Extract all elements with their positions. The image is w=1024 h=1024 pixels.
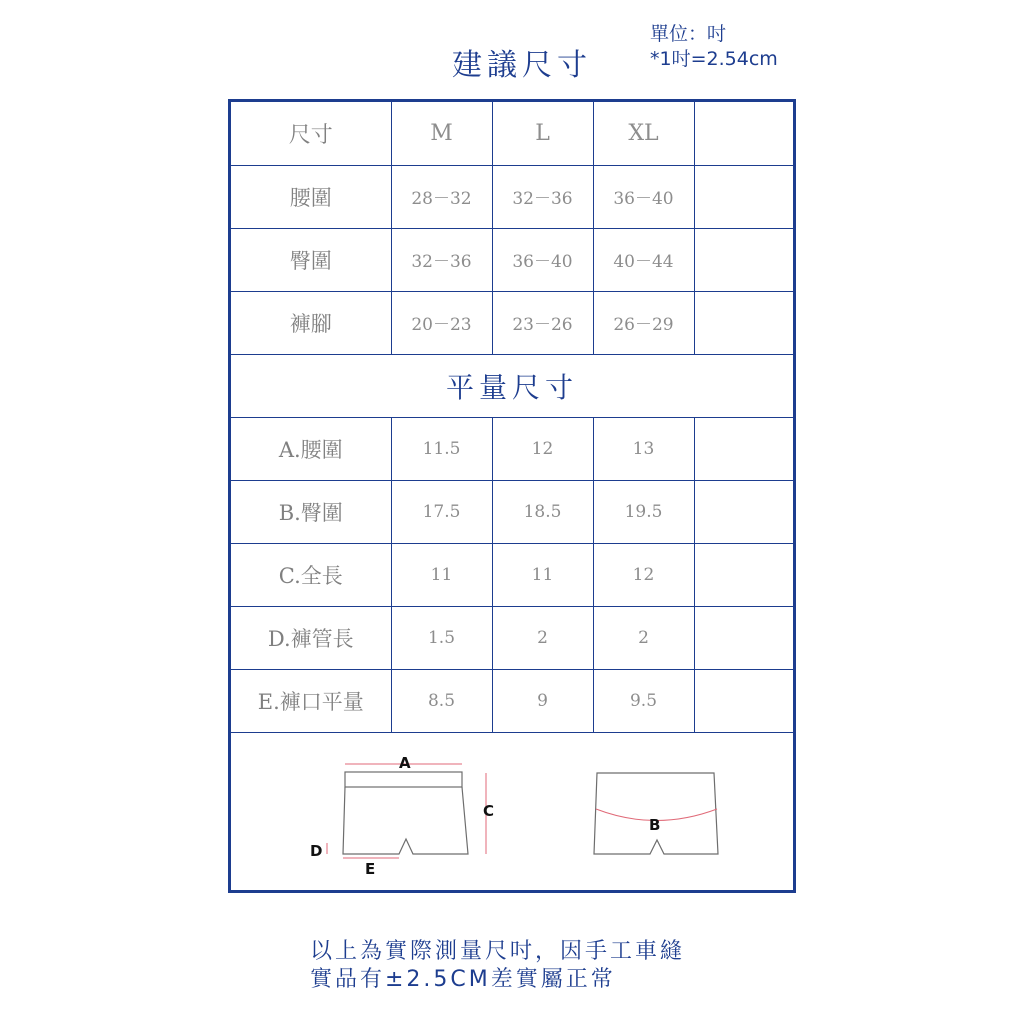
section-row bbox=[231, 354, 793, 417]
size-table bbox=[231, 102, 793, 733]
header-empty bbox=[694, 102, 793, 165]
table-cell: 19.5 bbox=[593, 480, 694, 543]
waistband-shape bbox=[345, 772, 462, 787]
size-chart-frame bbox=[228, 99, 796, 893]
table-cell: 2 bbox=[593, 606, 694, 669]
table-cell: 9 bbox=[492, 669, 593, 732]
table-cell: 18.5 bbox=[492, 480, 593, 543]
row-label: B.臀圍 bbox=[231, 480, 391, 543]
label-d: D bbox=[310, 842, 323, 860]
row-label: E.褲口平量 bbox=[231, 669, 391, 732]
row-label: 褲腳 bbox=[231, 291, 391, 354]
label-a: A bbox=[399, 754, 411, 772]
shorts-back-illustration bbox=[594, 773, 718, 854]
table-cell bbox=[694, 165, 793, 228]
table-cell: 13 bbox=[593, 417, 694, 480]
table-cell: 36－40 bbox=[593, 165, 694, 228]
table-row bbox=[231, 669, 793, 732]
note-line: 以上為實際測量尺吋，因手工車縫 bbox=[310, 939, 686, 964]
shorts-back-shape bbox=[594, 773, 718, 854]
header-m: M bbox=[391, 102, 492, 165]
table-cell: 11 bbox=[492, 543, 593, 606]
table-cell bbox=[694, 606, 793, 669]
table-cell: 40－44 bbox=[593, 228, 694, 291]
table-cell bbox=[694, 480, 793, 543]
row-label: A.腰圍 bbox=[231, 417, 391, 480]
shorts-body-shape bbox=[343, 787, 468, 854]
table-cell: 8.5 bbox=[391, 669, 492, 732]
table-row bbox=[231, 228, 793, 291]
table-cell: 28－32 bbox=[391, 165, 492, 228]
table-cell bbox=[694, 228, 793, 291]
header-size: 尺寸 bbox=[231, 102, 391, 165]
table-cell bbox=[694, 291, 793, 354]
table-row bbox=[231, 417, 793, 480]
table-cell: 17.5 bbox=[391, 480, 492, 543]
table-cell: 1.5 bbox=[391, 606, 492, 669]
conversion-line: *1吋=2.54cm bbox=[650, 48, 778, 70]
row-label: C.全長 bbox=[231, 543, 391, 606]
row-label: 臀圍 bbox=[231, 228, 391, 291]
unit-line: 單位：吋 bbox=[650, 23, 727, 45]
table-cell bbox=[694, 543, 793, 606]
table-cell: 26－29 bbox=[593, 291, 694, 354]
table-cell: 36－40 bbox=[492, 228, 593, 291]
label-e: E bbox=[365, 860, 376, 878]
note-line: 實品有±2.5CM差實屬正常 bbox=[310, 967, 616, 992]
table-row bbox=[231, 480, 793, 543]
table-cell: 11.5 bbox=[391, 417, 492, 480]
header-l: L bbox=[492, 102, 593, 165]
table-row bbox=[231, 543, 793, 606]
table-cell: 23－26 bbox=[492, 291, 593, 354]
disclaimer-note bbox=[310, 938, 685, 994]
row-label: 腰圍 bbox=[231, 165, 391, 228]
table-cell: 12 bbox=[593, 543, 694, 606]
measurement-diagram bbox=[231, 732, 793, 893]
label-b: B bbox=[649, 816, 661, 834]
table-cell: 32－36 bbox=[391, 228, 492, 291]
table-row bbox=[231, 291, 793, 354]
table-row bbox=[231, 165, 793, 228]
table-cell: 11 bbox=[391, 543, 492, 606]
unit-note bbox=[650, 22, 778, 72]
table-row bbox=[231, 606, 793, 669]
flat-measure-title: 平量尺寸 bbox=[231, 354, 793, 417]
table-cell bbox=[694, 669, 793, 732]
table-cell: 20－23 bbox=[391, 291, 492, 354]
table-cell: 12 bbox=[492, 417, 593, 480]
table-cell bbox=[694, 417, 793, 480]
table-header-row bbox=[231, 102, 793, 165]
table-cell: 2 bbox=[492, 606, 593, 669]
table-cell: 9.5 bbox=[593, 669, 694, 732]
header-xl: XL bbox=[593, 102, 694, 165]
page-title: 建議尺寸 bbox=[452, 48, 592, 83]
table-cell: 32－36 bbox=[492, 165, 593, 228]
row-label: D.褲管長 bbox=[231, 606, 391, 669]
label-c: C bbox=[483, 802, 495, 820]
shorts-front-illustration bbox=[343, 772, 468, 854]
